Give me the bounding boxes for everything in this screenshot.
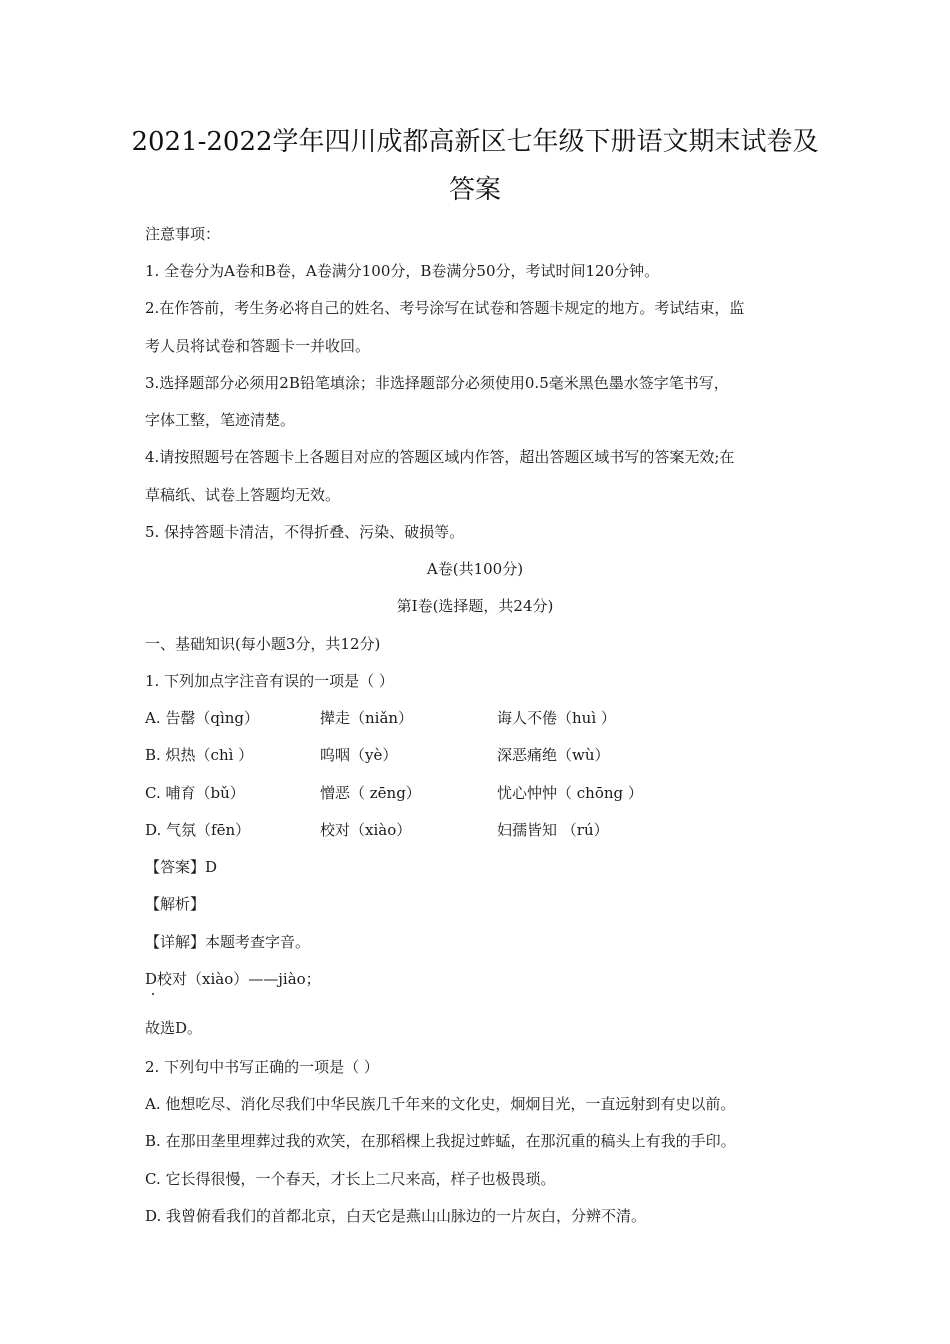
q2-option-d: D. 我曾俯看我们的首都北京，白天它是燕山山脉边的一片灰白，分辨不清。 xyxy=(145,1207,647,1225)
question-1-stem: 1. 下列加点字注音有误的一项是（ ） xyxy=(145,672,394,690)
notice-item: 草稿纸、试卷上答题均无效。 xyxy=(145,486,341,504)
q1-option-d-col3: 妇孺皆知 （rú） xyxy=(497,821,609,839)
q2-option-c: C. 它长得很慢，一个春天，才长上二尺来高，样子也极畏琐。 xyxy=(145,1170,556,1188)
q1-detail: 【详解】本题考查字音。 xyxy=(145,933,311,951)
notice-item: 3.选择题部分必须用2B铅笔填涂；非选择题部分必须使用0.5毫米黑色墨水签字笔书写， xyxy=(145,374,729,392)
q1-option-a-col1: A. 告罄（qìng） xyxy=(145,709,260,727)
notice-item: 字体工整，笔迹清楚。 xyxy=(145,411,296,429)
q1-option-b-col2: 呜咽（yè） xyxy=(320,746,398,764)
q1-option-c-col1: C. 哺育（bǔ） xyxy=(145,784,245,802)
notice-item: 4.请按照题号在答题卡上各题目对应的答题区域内作答，超出答题区域书写的答案无效;在 xyxy=(145,448,735,466)
q1-option-c-col2: 憎恶（ zēng） xyxy=(320,784,421,802)
document-title-line-1: 2021-2022学年四川成都高新区七年级下册语文期末试卷及 xyxy=(131,127,819,157)
document-title-line-2: 答案 xyxy=(448,175,501,205)
q1-option-b-col3: 深恶痛绝（wù） xyxy=(497,746,610,764)
q1-answer: 【答案】D xyxy=(145,858,218,876)
notice-item: 5. 保持答题卡清洁，不得折叠、污染、破损等。 xyxy=(145,523,465,541)
q1-option-d-col1: D. 气氛（fēn） xyxy=(145,821,251,839)
q1-option-a-col3: 诲人不倦（huì ） xyxy=(497,709,616,727)
q1-conclusion: 故选D。 xyxy=(145,1019,203,1037)
q1-explanation: D校对（xiào）——jiào； xyxy=(145,970,321,988)
emphasis-dot xyxy=(152,993,154,995)
notice-heading: 注意事项： xyxy=(145,225,221,243)
q1-option-d-col2: 校对（xiào） xyxy=(320,821,412,839)
notice-item: 考人员将试卷和答题卡一并收回。 xyxy=(145,337,371,355)
q1-option-a-col2: 撵走（niǎn） xyxy=(320,709,414,727)
q2-option-b: B. 在那田垄里埋葬过我的欢笑，在那稻棵上我捉过蚱蜢，在那沉重的稿头上有我的手印。 xyxy=(145,1132,736,1150)
question-2-stem: 2. 下列句中书写正确的一项是（ ） xyxy=(145,1058,379,1076)
q1-option-b-col1: B. 炽热（chì ） xyxy=(145,746,254,764)
part1-title: 第Ⅰ卷(选择题，共24分) xyxy=(396,597,554,615)
q2-option-a: A. 他想吃尽、消化尽我们中华民族几千年来的文化史，炯炯目光，一直远射到有史以前。 xyxy=(145,1095,736,1113)
q1-analysis-label: 【解析】 xyxy=(145,895,206,913)
basics-heading: 一、基础知识(每小题3分，共12分) xyxy=(145,635,381,653)
notice-item: 1. 全卷分为A卷和B卷，A卷满分100分，B卷满分50分，考试时间120分钟。 xyxy=(145,262,660,280)
q1-option-c-col3: 忧心忡忡（ chōng ） xyxy=(497,784,643,802)
section-a-title: A卷(共100分) xyxy=(426,560,524,578)
notice-item: 2.在作答前，考生务必将自己的姓名、考号涂写在试卷和答题卡规定的地方。考试结束，监 xyxy=(145,299,745,317)
